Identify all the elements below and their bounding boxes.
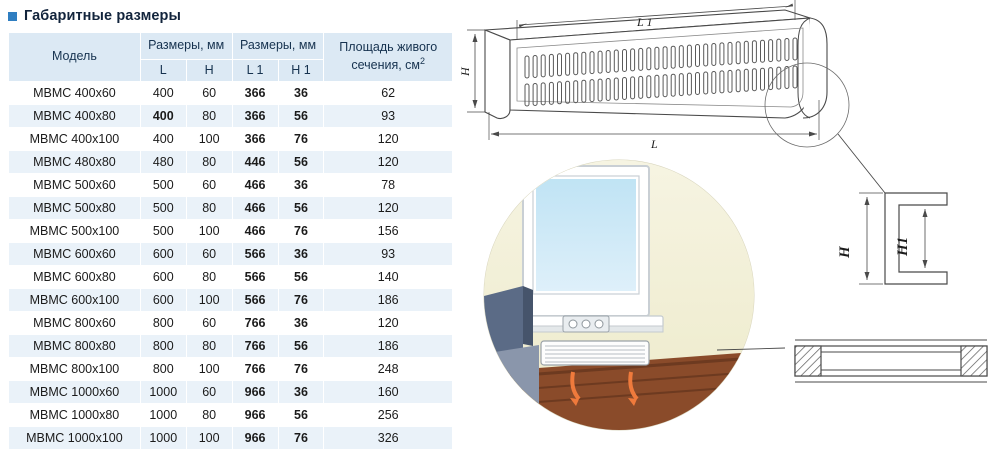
cell-l: 480 <box>140 151 186 174</box>
cell-h1: 36 <box>278 82 324 105</box>
cell-l: 1000 <box>140 427 186 450</box>
cell-h: 100 <box>186 128 232 151</box>
cell-model: МВМС 500x100 <box>9 220 141 243</box>
cell-h1: 76 <box>278 128 324 151</box>
cell-l: 600 <box>140 243 186 266</box>
col-header-free-area-sup: 2 <box>420 56 426 67</box>
cell-l: 400 <box>140 82 186 105</box>
dim-label-h1-section: H1 <box>895 236 911 256</box>
cell-h: 80 <box>186 197 232 220</box>
cell-l: 400 <box>140 128 186 151</box>
cell-area: 256 <box>324 404 453 427</box>
cell-h: 60 <box>186 243 232 266</box>
cell-model: МВМС 800x60 <box>9 312 141 335</box>
grille-perspective-drawing <box>467 0 885 193</box>
cell-h: 80 <box>186 105 232 128</box>
room-scene-illustration <box>484 160 785 430</box>
cell-model: МВМС 480x80 <box>9 151 141 174</box>
cell-l1: 466 <box>232 220 278 243</box>
dim-label-h-section: H <box>837 246 853 258</box>
cell-model: МВМС 1000x100 <box>9 427 141 450</box>
cell-l: 500 <box>140 174 186 197</box>
col-header-free-area-label: Площадь живого сечения, см <box>339 40 438 73</box>
cell-area: 156 <box>324 220 453 243</box>
col-header-h: H <box>186 59 232 82</box>
cell-h1: 56 <box>278 335 324 358</box>
cell-h1: 36 <box>278 381 324 404</box>
cell-area: 326 <box>324 427 453 450</box>
cell-l1: 466 <box>232 197 278 220</box>
table-head-row-1 <box>9 33 453 60</box>
cell-l1: 566 <box>232 243 278 266</box>
cell-h1: 56 <box>278 404 324 427</box>
cell-l: 1000 <box>140 381 186 404</box>
cell-l: 400 <box>140 105 186 128</box>
cell-l1: 366 <box>232 128 278 151</box>
table-row <box>9 197 453 220</box>
cell-h1: 76 <box>278 289 324 312</box>
cell-model: МВМС 800x100 <box>9 358 141 381</box>
cell-model: МВМС 600x60 <box>9 243 141 266</box>
cell-model: МВМС 600x100 <box>9 289 141 312</box>
cell-h1: 76 <box>278 427 324 450</box>
cell-model: МВМС 400x100 <box>9 128 141 151</box>
col-header-outer-dims: Размеры, мм <box>140 33 232 60</box>
cell-l: 800 <box>140 312 186 335</box>
cell-model: МВМС 800x80 <box>9 335 141 358</box>
table-row <box>9 335 453 358</box>
col-header-model: Модель <box>9 33 141 82</box>
cell-area: 140 <box>324 266 453 289</box>
dim-label-l1: L 1 <box>637 15 653 29</box>
cell-l1: 466 <box>232 174 278 197</box>
table-row <box>9 358 453 381</box>
illustration-svg <box>455 0 1001 464</box>
table-row <box>9 220 453 243</box>
cell-l: 500 <box>140 197 186 220</box>
cell-h: 60 <box>186 312 232 335</box>
table-row <box>9 151 453 174</box>
col-header-l1: L 1 <box>232 59 278 82</box>
cell-h: 60 <box>186 381 232 404</box>
cell-area: 120 <box>324 312 453 335</box>
cell-area: 186 <box>324 335 453 358</box>
cell-area: 78 <box>324 174 453 197</box>
table-row <box>9 243 453 266</box>
cell-l: 1000 <box>140 404 186 427</box>
cell-h: 80 <box>186 335 232 358</box>
plan-section-drawing <box>795 340 987 382</box>
cell-l1: 966 <box>232 404 278 427</box>
col-header-inner-dims: Размеры, мм <box>232 33 324 60</box>
cell-model: МВМС 1000x80 <box>9 404 141 427</box>
cell-area: 186 <box>324 289 453 312</box>
cell-l1: 566 <box>232 289 278 312</box>
cell-area: 120 <box>324 197 453 220</box>
cell-area: 160 <box>324 381 453 404</box>
cell-area: 93 <box>324 243 453 266</box>
cell-h: 100 <box>186 427 232 450</box>
cell-h1: 56 <box>278 151 324 174</box>
table-row <box>9 82 453 105</box>
cell-area: 120 <box>324 151 453 174</box>
cell-l1: 446 <box>232 151 278 174</box>
cell-area: 120 <box>324 128 453 151</box>
cell-h: 100 <box>186 220 232 243</box>
cell-l: 800 <box>140 358 186 381</box>
table-row <box>9 404 453 427</box>
bullet-icon <box>8 12 17 21</box>
cell-l1: 366 <box>232 82 278 105</box>
cell-h1: 36 <box>278 174 324 197</box>
cell-l: 600 <box>140 266 186 289</box>
cell-h1: 56 <box>278 266 324 289</box>
table-row <box>9 427 453 450</box>
cell-l1: 566 <box>232 266 278 289</box>
cell-h: 60 <box>186 82 232 105</box>
cell-h1: 56 <box>278 105 324 128</box>
cell-h1: 76 <box>278 220 324 243</box>
cell-h: 80 <box>186 266 232 289</box>
cell-l1: 366 <box>232 105 278 128</box>
cell-l: 800 <box>140 335 186 358</box>
cell-model: МВМС 500x80 <box>9 197 141 220</box>
cell-l: 500 <box>140 220 186 243</box>
cell-h: 100 <box>186 289 232 312</box>
cell-l1: 766 <box>232 358 278 381</box>
cell-h: 100 <box>186 358 232 381</box>
dimensions-table <box>8 32 453 450</box>
cell-h1: 76 <box>278 358 324 381</box>
cell-l1: 766 <box>232 335 278 358</box>
illustration-panel <box>455 0 1001 464</box>
cell-model: МВМС 400x80 <box>9 105 141 128</box>
page-title-label: Габаритные размеры <box>24 8 181 24</box>
page-title <box>8 8 181 24</box>
cell-l: 600 <box>140 289 186 312</box>
cell-model: МВМС 500x60 <box>9 174 141 197</box>
table-row <box>9 312 453 335</box>
table-row <box>9 289 453 312</box>
col-header-free-area <box>324 33 453 82</box>
cell-h1: 56 <box>278 197 324 220</box>
table-row <box>9 128 453 151</box>
cell-area: 248 <box>324 358 453 381</box>
table-body <box>9 82 453 450</box>
table-row <box>9 105 453 128</box>
dimensions-table-wrap <box>8 32 453 450</box>
cell-model: МВМС 1000x60 <box>9 381 141 404</box>
cell-l1: 766 <box>232 312 278 335</box>
table-head <box>9 33 453 82</box>
table-row <box>9 381 453 404</box>
cell-h: 60 <box>186 174 232 197</box>
cell-l1: 966 <box>232 381 278 404</box>
cell-h1: 36 <box>278 312 324 335</box>
table-row <box>9 266 453 289</box>
cell-area: 62 <box>324 82 453 105</box>
cell-model: МВМС 600x80 <box>9 266 141 289</box>
cell-model: МВМС 400x60 <box>9 82 141 105</box>
cell-h: 80 <box>186 151 232 174</box>
cell-area: 93 <box>324 105 453 128</box>
col-header-h1: H 1 <box>278 59 324 82</box>
cell-l1: 966 <box>232 427 278 450</box>
dim-label-l: L <box>651 137 658 151</box>
dim-label-h-top: H <box>458 67 472 76</box>
col-header-l: L <box>140 59 186 82</box>
table-row <box>9 174 453 197</box>
cell-h: 80 <box>186 404 232 427</box>
cell-h1: 36 <box>278 243 324 266</box>
